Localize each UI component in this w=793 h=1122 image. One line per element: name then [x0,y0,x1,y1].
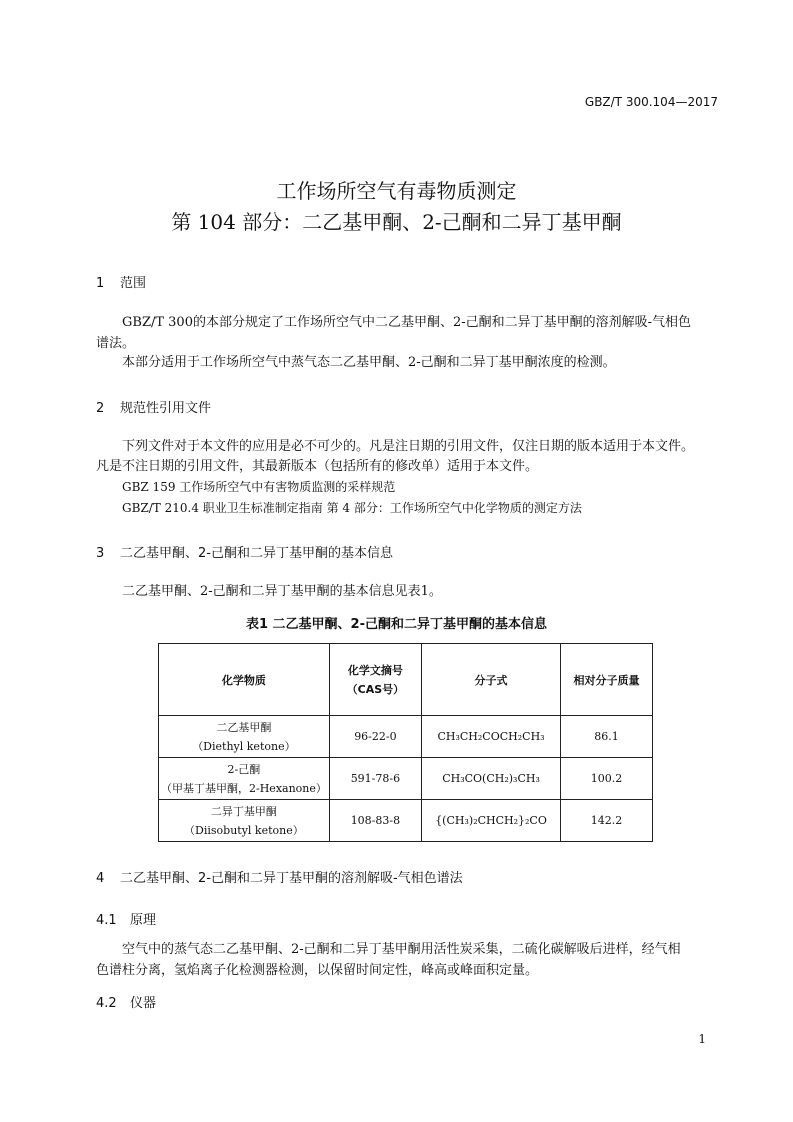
section-number: 1 [96,276,105,291]
substance-name: 二异丁基甲酮 [210,804,277,818]
paragraph: 本部分适用于工作场所空气中蒸气态二乙基甲酮、2-己酮和二异丁基甲酮浓度的检测。 [122,355,616,370]
cas-cell: 591-78-6 [329,758,421,800]
section-3-heading [96,542,393,561]
header-cas [329,644,421,716]
mass-cell: 100.2 [561,758,653,800]
paragraph: GBZ/T 300的本部分规定了工作场所空气中二乙基甲酮、2-己酮和二异丁基甲酮的溶剂解吸-气相色 [122,315,692,330]
document-subtitle: 第 104 部分：二乙基甲酮、2-己酮和二异丁基甲酮 [171,210,622,234]
header-mass: 相对分子质量 [561,644,653,716]
section-title: 规范性引用文件 [120,401,212,416]
section-title: 范围 [120,276,147,291]
document-title: 工作场所空气有毒物质测定 [276,179,517,203]
table-row [159,758,653,800]
substance-alias: （Diisobutyl ketone） [184,823,304,837]
mass-cell: 86.1 [561,716,653,758]
paragraph: 凡是不注日期的引用文件，其最新版本（包括所有的修改单）适用于本文件。 [96,459,539,474]
substance-cell [159,758,330,800]
section-4-1-heading [96,909,156,928]
section-1-heading [96,272,146,291]
section-title: 二乙基甲酮、2-己酮和二异丁基甲酮的基本信息 [120,546,393,561]
cas-cell: 96-22-0 [329,716,421,758]
section-title: 原理 [130,913,157,928]
substance-info-table [158,643,653,842]
section-4-2-heading [96,992,156,1011]
standard-code: GBZ/T 300.104—2017 [584,95,718,109]
section-number: 4.2 [96,996,117,1011]
table-row [159,800,653,842]
substance-alias: （甲基丁基甲酮，2-Hexanone） [161,781,327,795]
section-number: 4.1 [96,913,117,928]
section-4-heading [96,867,463,886]
header-cas-line1: 化学文摘号 [347,663,403,677]
cas-cell: 108-83-8 [329,800,421,842]
section-2-heading [96,397,211,416]
section-number: 2 [96,401,105,416]
substance-alias: （Diethyl ketone） [192,739,296,753]
header-substance: 化学物质 [159,644,330,716]
section-title: 仪器 [130,996,157,1011]
paragraph: 谱法。 [96,336,136,351]
formula-cell: CH₃CO(CH₂)₃CH₃ [422,758,561,800]
substance-name: 二乙基甲酮 [216,720,272,734]
substance-name: 2-己酮 [227,762,261,776]
paragraph: 色谱柱分离，氢焰离子化检测器检测，以保留时间定性，峰高或峰面积定量。 [96,963,539,978]
substance-cell [159,716,330,758]
formula-cell: {(CH₃)₂CHCH₂}₂CO [422,800,561,842]
table-caption: 表1 二乙基甲酮、2-己酮和二异丁基甲酮的基本信息 [245,617,547,632]
formula-cell: CH₃CH₂COCH₂CH₃ [422,716,561,758]
section-title: 二乙基甲酮、2-己酮和二异丁基甲酮的溶剂解吸-气相色谱法 [120,871,463,886]
table-row [159,716,653,758]
paragraph: 二乙基甲酮、2-己酮和二异丁基甲酮的基本信息见表1。 [122,584,442,599]
header-formula: 分子式 [422,644,561,716]
reference-item: GBZ/T 210.4 职业卫生标准制定指南 第 4 部分：工作场所空气中化学物质的测定方法 [122,501,582,515]
page-number: 1 [698,1032,706,1046]
substance-cell [159,800,330,842]
paragraph: 下列文件对于本文件的应用是必不可少的。凡是注日期的引用文件，仅注日期的版本适用于本文件。 [122,439,695,454]
header-cas-line2: （CAS号） [346,682,405,696]
table-header-row [159,644,653,716]
paragraph: 空气中的蒸气态二乙基甲酮、2-己酮和二异丁基甲酮用活性炭采集，二硫化碳解吸后进样，经气相 [122,942,681,957]
reference-item: GBZ 159 工作场所空气中有害物质监测的采样规范 [122,480,396,494]
mass-cell: 142.2 [561,800,653,842]
section-number: 4 [96,871,105,886]
section-number: 3 [96,546,105,561]
